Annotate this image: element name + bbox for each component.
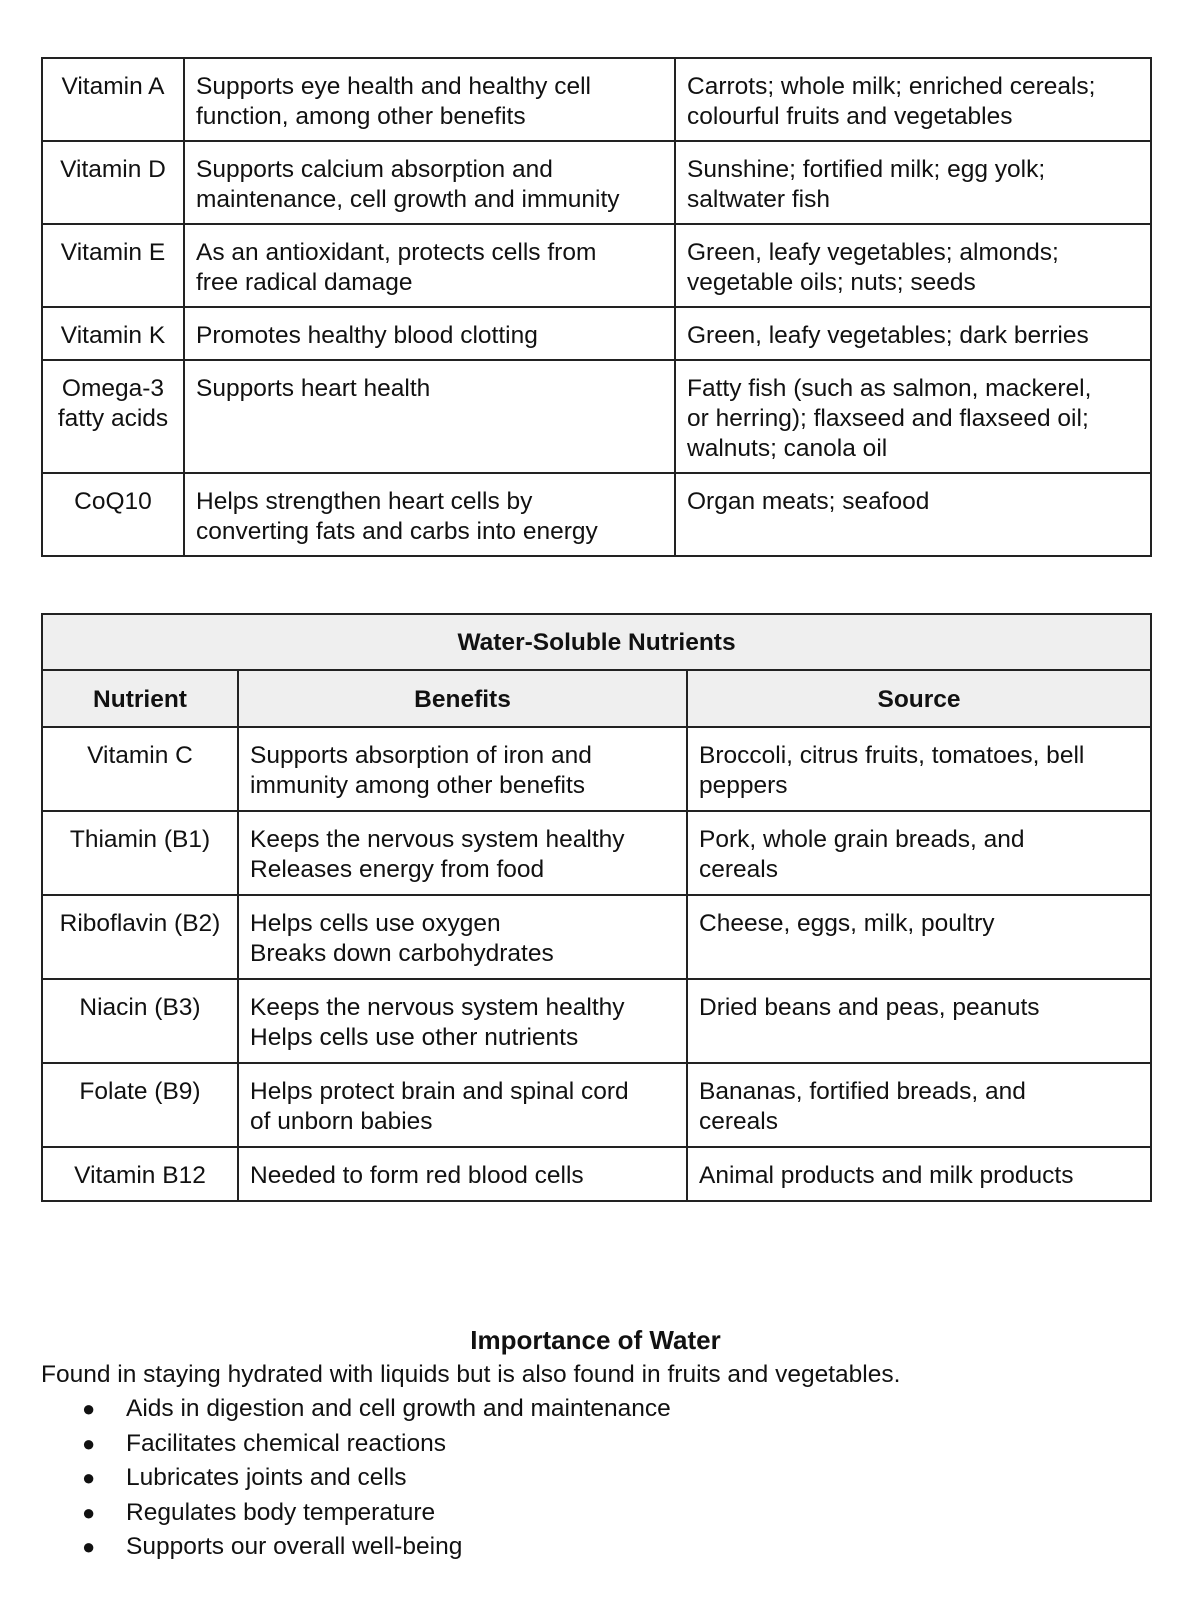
- list-item: [82, 1427, 1150, 1462]
- bullet-icon: ●: [82, 1534, 96, 1559]
- nutrient-cell: Riboflavin (B2): [42, 895, 238, 979]
- water-table-head: [42, 614, 1151, 727]
- bullet-icon: ●: [82, 1430, 96, 1456]
- benefits-cell: Supports heart health: [184, 360, 675, 473]
- column-header-source: Source: [687, 670, 1151, 727]
- bullet-list: [41, 1392, 1150, 1565]
- table-row: [42, 1147, 1151, 1201]
- table-row: [42, 979, 1151, 1063]
- importance-of-water-section: [41, 1324, 1150, 1565]
- fat-table-body: [42, 58, 1151, 556]
- section-heading: Importance of Water: [470, 1325, 721, 1355]
- source-cell: Green, leafy vegetables; almonds; vegetable oils; nuts; seeds: [675, 224, 1151, 307]
- fat-soluble-nutrients-table: [41, 57, 1152, 557]
- table-row: [42, 727, 1151, 811]
- nutrient-cell: Vitamin B12: [42, 1147, 238, 1201]
- column-header-nutrient: Nutrient: [42, 670, 238, 727]
- benefits-cell: Needed to form red blood cells: [238, 1147, 687, 1201]
- benefits-cell: Helps protect brain and spinal cord of unborn babies: [238, 1063, 687, 1147]
- table-title: Water-Soluble Nutrients: [42, 614, 1151, 670]
- table-header-row: [42, 670, 1151, 727]
- benefits-cell: Keeps the nervous system healthy Releases energy from food: [238, 811, 687, 895]
- list-item-text: Facilitates chemical reactions: [126, 1429, 446, 1457]
- bullet-icon: ●: [82, 1396, 96, 1421]
- benefits-cell: Keeps the nervous system healthy Helps cells use other nutrients: [238, 979, 687, 1063]
- list-item: [82, 1530, 1150, 1565]
- table-row: [42, 141, 1151, 224]
- column-header-benefits: Benefits: [238, 670, 687, 727]
- nutrient-cell: Vitamin A: [42, 58, 184, 141]
- nutrient-cell: Vitamin D: [42, 141, 184, 224]
- nutrient-cell: CoQ10: [42, 473, 184, 556]
- table-row: [42, 895, 1151, 979]
- source-cell: Fatty fish (such as salmon, mackerel, or herring); flaxseed and flaxseed oil; walnuts; canola oil: [675, 360, 1151, 473]
- water-soluble-nutrients-table: [41, 613, 1152, 1202]
- list-item: [82, 1461, 1150, 1496]
- benefits-cell: Helps cells use oxygen Breaks down carbohydrates: [238, 895, 687, 979]
- nutrient-cell: Thiamin (B1): [42, 811, 238, 895]
- table-row: [42, 1063, 1151, 1147]
- source-cell: Cheese, eggs, milk, poultry: [687, 895, 1151, 979]
- source-cell: Bananas, fortified breads, and cereals: [687, 1063, 1151, 1147]
- benefits-cell: Promotes healthy blood clotting: [184, 307, 675, 360]
- section-intro: Found in staying hydrated with liquids but is also found in fruits and vegetables.: [41, 1361, 901, 1388]
- list-item: [82, 1496, 1150, 1531]
- table-row: [42, 811, 1151, 895]
- water-table-body: [42, 727, 1151, 1201]
- table-row: [42, 307, 1151, 360]
- benefits-cell: Supports eye health and healthy cell function, among other benefits: [184, 58, 675, 141]
- list-item-text: Supports our overall well-being: [126, 1533, 463, 1560]
- benefits-cell: As an antioxidant, protects cells from free radical damage: [184, 224, 675, 307]
- nutrient-cell: Niacin (B3): [42, 979, 238, 1063]
- source-cell: Organ meats; seafood: [675, 473, 1151, 556]
- nutrient-cell: Vitamin C: [42, 727, 238, 811]
- nutrient-cell: Omega-3 fatty acids: [42, 360, 184, 473]
- source-cell: Pork, whole grain breads, and cereals: [687, 811, 1151, 895]
- benefits-cell: Helps strengthen heart cells by converting fats and carbs into energy: [184, 473, 675, 556]
- table-row: [42, 224, 1151, 307]
- table-row: [42, 58, 1151, 141]
- benefits-cell: Supports calcium absorption and maintenance, cell growth and immunity: [184, 141, 675, 224]
- bullet-icon: ●: [82, 1499, 96, 1525]
- nutrient-cell: Vitamin K: [42, 307, 184, 360]
- source-cell: Animal products and milk products: [687, 1147, 1151, 1201]
- list-item-text: Lubricates joints and cells: [126, 1464, 407, 1491]
- nutrient-cell: Vitamin E: [42, 224, 184, 307]
- table-title-row: [42, 614, 1151, 670]
- nutrient-cell: Folate (B9): [42, 1063, 238, 1147]
- table-row: [42, 360, 1151, 473]
- list-item: [82, 1392, 1150, 1427]
- source-cell: Carrots; whole milk; enriched cereals; colourful fruits and vegetables: [675, 58, 1151, 141]
- table-row: [42, 473, 1151, 556]
- source-cell: Dried beans and peas, peanuts: [687, 979, 1151, 1063]
- list-item-text: Regulates body temperature: [126, 1498, 436, 1526]
- bullet-icon: ●: [82, 1465, 96, 1490]
- list-item-text: Aids in digestion and cell growth and maintenance: [126, 1395, 671, 1422]
- source-cell: Broccoli, citrus fruits, tomatoes, bell peppers: [687, 727, 1151, 811]
- benefits-cell: Supports absorption of iron and immunity among other benefits: [238, 727, 687, 811]
- source-cell: Green, leafy vegetables; dark berries: [675, 307, 1151, 360]
- source-cell: Sunshine; fortified milk; egg yolk; saltwater fish: [675, 141, 1151, 224]
